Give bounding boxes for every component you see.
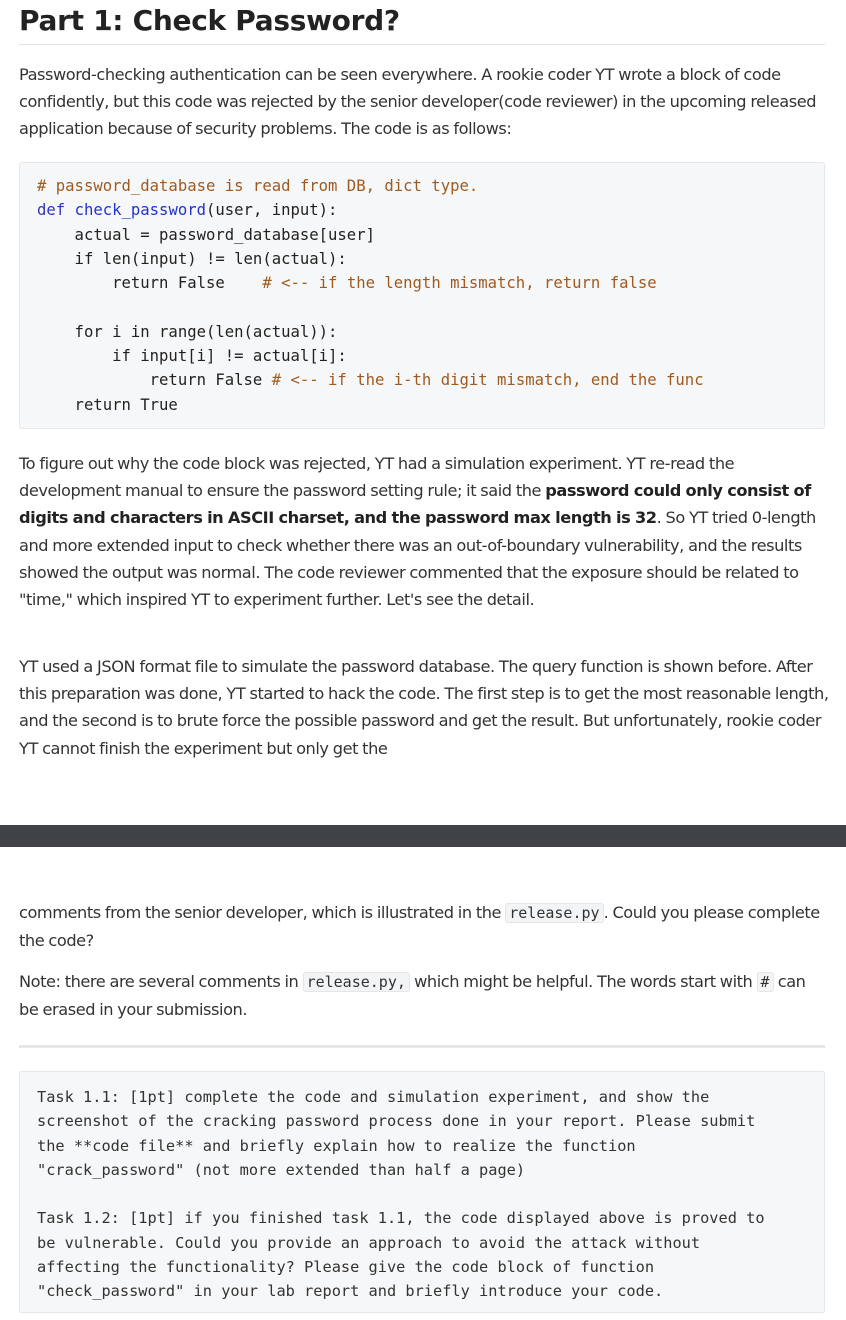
comments-paragraph: [19, 899, 829, 954]
json-paragraph: YT used a JSON format file to simulate the password database. The query function is shown before. After this preparation was done, YT started to hack the code. The first step is to get the most reasonable length, and the second is to brute force the possible password and get the result. But unfortunately, rookie coder YT cannot finish the experiment but only get the: [19, 657, 829, 758]
task-1-1: Task 1.1: [1pt] complete the code and simulation experiment, and show the screenshot of the cracking password process done in your report. Please submit the **code file** and briefly explain how to realize the function "crack_password" (not more extended than half a page): [37, 1088, 756, 1179]
page-title: Part 1: Check Password?: [19, 4, 825, 45]
code-line-if-input: if input[i] != actual[i]:: [37, 347, 347, 366]
note-text-start: Note: there are several comments in: [19, 972, 303, 991]
page-break-separator: [0, 825, 846, 847]
intro-paragraph: Password-checking authentication can be seen everywhere. A rookie coder YT wrote a block of code confidently, but this code was rejected by the senior developer(code reviewer) in the upcoming released application because of security problems. The code is as follows:: [19, 65, 817, 139]
inline-code-release-py-note: release.py,: [303, 972, 410, 992]
task-1-2: Task 1.2: [1pt] if you finished task 1.1, the code displayed above is proved to be vulnerable. Could you provide an approach to avoid the attack without affecting the functionality? Please give the code block of function "check_password" in your lab report and briefly introduce your code.: [37, 1209, 765, 1301]
para4-text-end: . Could you please complete the code?: [19, 903, 820, 951]
code-comment-length: # <-- if the length mismatch, return false: [262, 274, 657, 293]
simulation-paragraph: [19, 450, 829, 613]
code-keyword-def: def: [37, 201, 75, 220]
note-paragraph: [19, 968, 829, 1023]
code-line-actual: actual = password_database[user]: [37, 225, 375, 244]
code-line-for: for i in range(len(actual)):: [37, 322, 338, 341]
inline-code-hash: #: [757, 972, 774, 992]
code-function-name: check_password: [74, 201, 206, 220]
inline-code-release-py: release.py: [505, 903, 603, 923]
divider: [19, 1045, 825, 1048]
code-block-check-password: [19, 162, 825, 429]
code-signature: (user, input):: [206, 201, 338, 220]
code-line-if-len: if len(input) != len(actual):: [37, 249, 347, 268]
tasks-block: [19, 1071, 825, 1313]
note-text-middle: which might be helpful. The words start with: [409, 972, 757, 991]
code-line-return-false-2: return False: [37, 371, 272, 390]
code-line-return-false-1: return False: [37, 274, 263, 293]
para2-text-end: . So YT tried 0-length and more extended input to check whether there was an out-of-boundary vulnerability, and the results showed the output was normal. The code reviewer commented that the exposure should be related to "time," which inspired YT to experiment further. Let's see the detail.: [19, 508, 816, 610]
note-text-end: can be erased in your submission.: [19, 972, 806, 1020]
code-comment-line: # password_database is read from DB, dict type.: [37, 177, 479, 195]
para2-text-start: To figure out why the code block was rejected, YT had a simulation experiment. YT re-read the development manual to ensure the password setting rule; it said the: [19, 454, 735, 501]
para4-text-start: comments from the senior developer, which is illustrated in the: [19, 903, 506, 922]
code-comment-digit: # <-- if the i-th digit mismatch, end the func: [271, 371, 704, 390]
password-rule-bold: password could only consist of digits and characters in ASCII charset, and the password max length is 32: [19, 481, 811, 528]
code-line-return-true: return True: [37, 395, 178, 414]
page-two: [0, 847, 846, 1320]
